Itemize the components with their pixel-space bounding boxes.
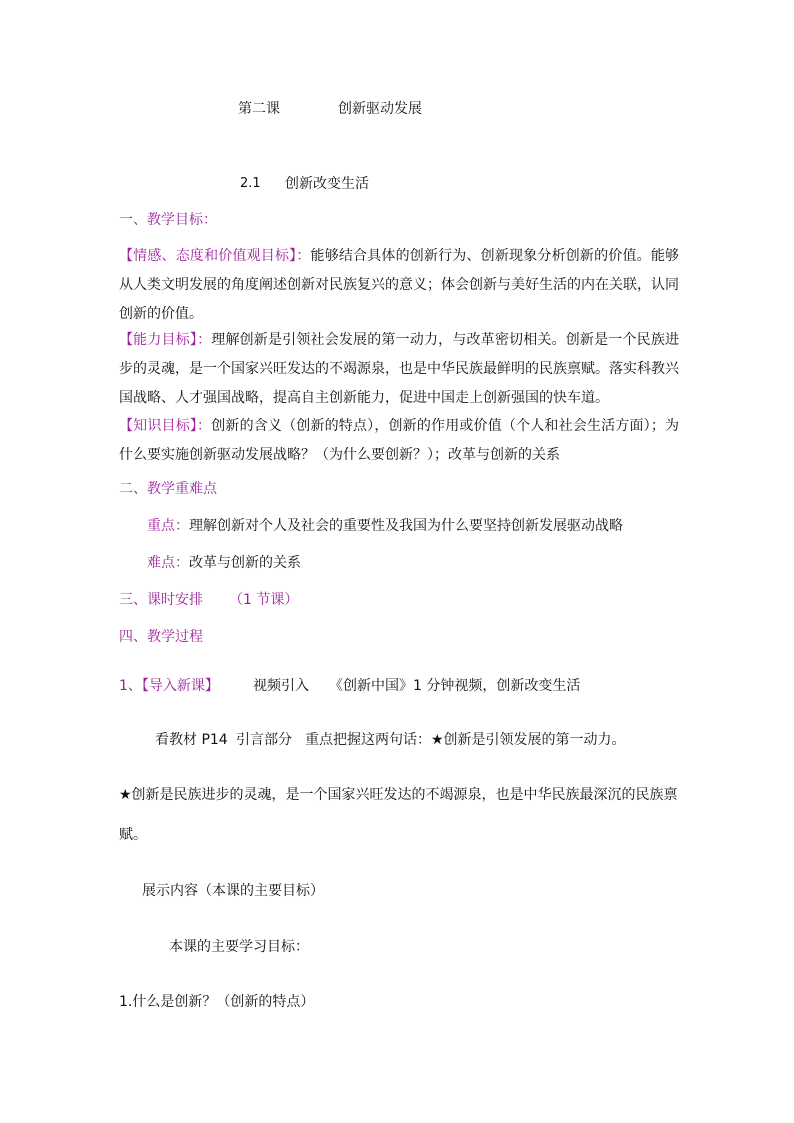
step1-number: 1、 (119, 678, 142, 694)
star-sentence-line1: ★创新是民族进步的灵魂，是一个国家兴旺发达的不竭源泉，也是中华民族最深沉的民族禀 (119, 787, 678, 803)
lesson-number: 第二课 (238, 101, 280, 117)
goal-ability-paragraph (119, 326, 679, 413)
textbook-section: 引言部分 (236, 732, 292, 748)
step1-label: 【导入新课】 (141, 678, 219, 694)
difficult-point-label: 难点： (147, 555, 189, 571)
heading-class-hours: 三、课时安排 (119, 592, 203, 608)
show-content: 展示内容（本课的主要目标） (142, 883, 324, 899)
lesson-title: 创新驱动发展 (338, 101, 422, 117)
goal-ability-label: 【能力目标】： (119, 332, 212, 348)
goal-knowledge-label: 【知识目标】： (119, 418, 212, 434)
heading-teaching-process: 四、教学过程 (119, 629, 203, 645)
textbook-keypoint: 重点把握这两句话：★创新是引领发展的第一动力。 (305, 732, 626, 748)
step1-video-intro: 视频引入 (253, 678, 309, 694)
key-point (147, 516, 623, 536)
class-hours-note: （1 节课） (229, 592, 299, 608)
step1-video-description: 《创新中国》1 分钟视频，创新改变生活 (329, 678, 581, 694)
goal-knowledge-paragraph (119, 412, 679, 470)
goal-emotion-text: 能够结合具体的创新行为、创新现象分析创新的价值。能够从人类文明发展的角度阐述创新对民族复兴的意义；体会创新与美好生活的内在关联，认同创新的价值。 (119, 248, 680, 322)
goal-emotion-label: 【情感、态度和价值观目标】： (119, 248, 311, 264)
key-point-text: 理解创新对个人及社会的重要性及我国为什么要坚持创新发展驱动战略 (189, 518, 623, 534)
difficult-point (147, 553, 301, 573)
goal-knowledge-text: 创新的含义（创新的特点），创新的作用或价值（个人和社会生活方面）；为什么要实施创新驱动发展战略？（为什么要创新？）；改革与创新的关系 (119, 418, 680, 463)
learning-goals-heading: 本课的主要学习目标： (169, 939, 309, 955)
goal-emotion-paragraph (119, 242, 679, 329)
question-1: 1.什么是创新？（创新的特点） (119, 994, 315, 1010)
star-sentence-line2: 赋。 (119, 827, 147, 843)
section-title: 创新改变生活 (285, 176, 369, 192)
heading-teaching-goals: 一、教学目标： (119, 212, 217, 228)
textbook-ref: 看教材 P14 (155, 732, 228, 748)
key-point-label: 重点： (147, 518, 189, 534)
section-number: 2.1 (240, 176, 261, 191)
difficult-point-text: 改革与创新的关系 (189, 555, 301, 571)
heading-key-difficulties: 二、教学重难点 (119, 481, 217, 497)
goal-ability-text: 理解创新是引领社会发展的第一动力，与改革密切相关。创新是一个民族进步的灵魂，是一个国家兴旺发达的不竭源泉，也是中华民族最鲜明的民族禀赋。落实科教兴国战略、人才强国战略，提高自主创新能力，促进中国走上创新强国的快车道。 (119, 332, 680, 406)
step1-intro (119, 676, 219, 696)
